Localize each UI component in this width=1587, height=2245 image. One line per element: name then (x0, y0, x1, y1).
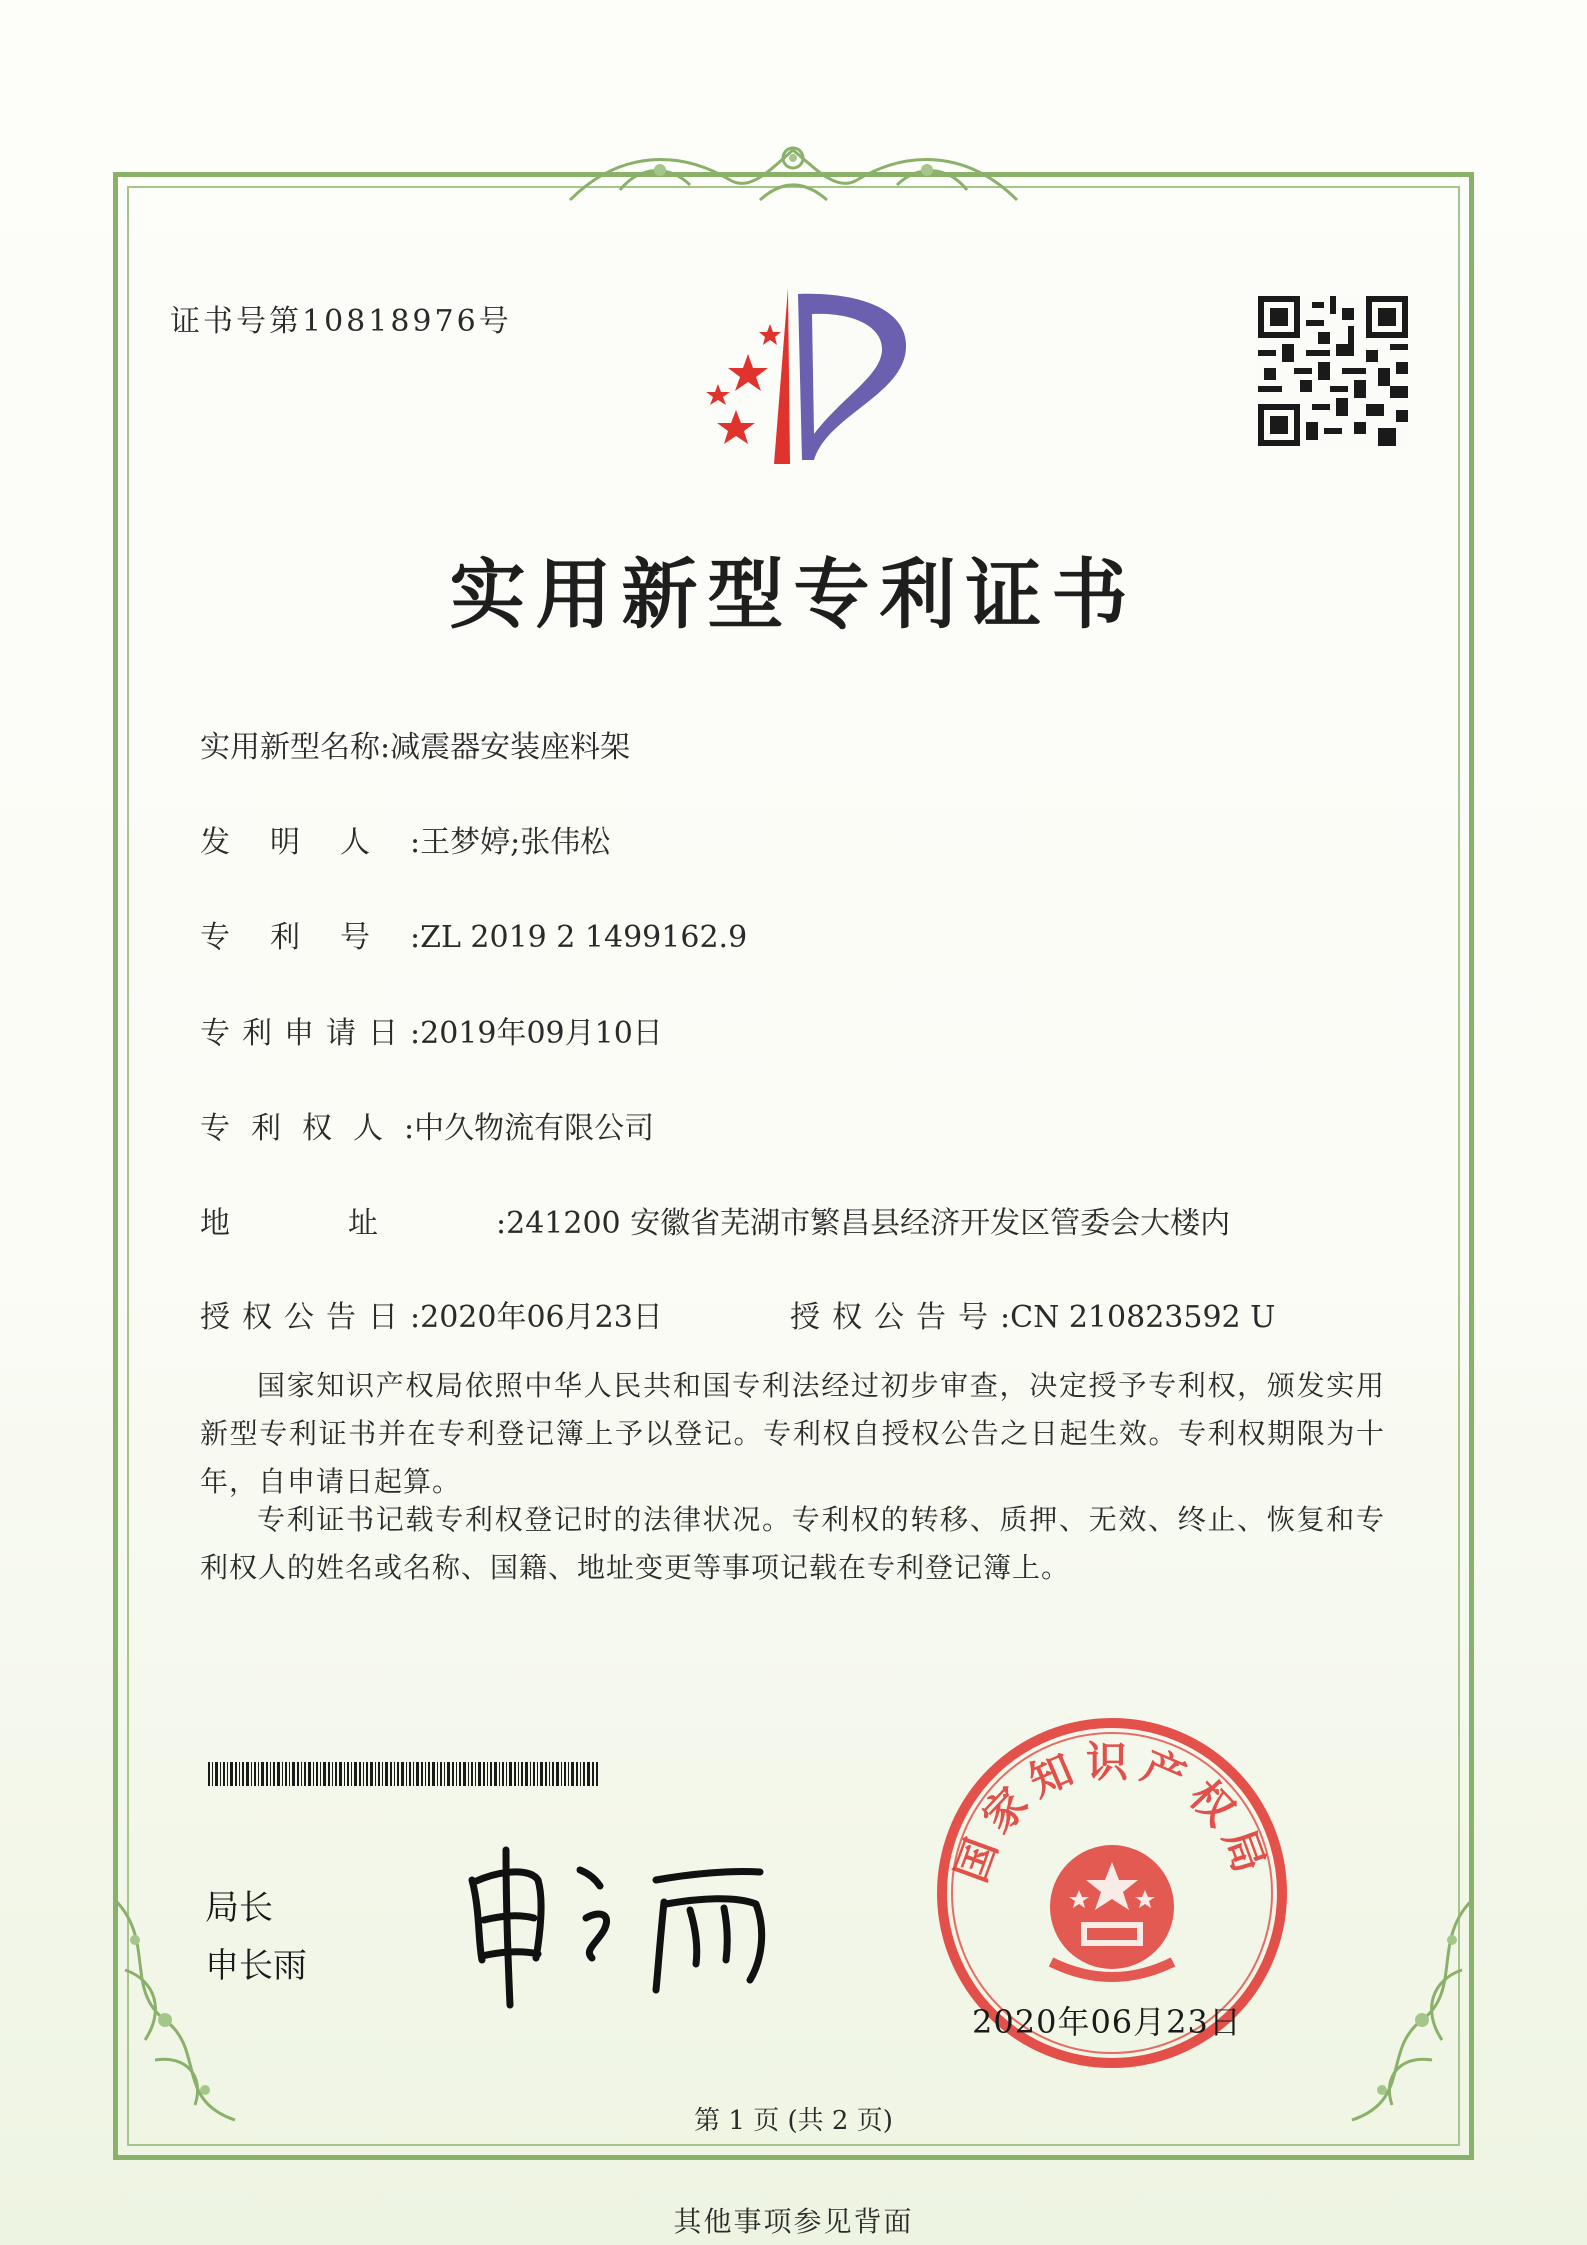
field-filing-date (200, 1008, 663, 1052)
field-label: 专利权人: (200, 1111, 436, 1146)
field-value: 2020年06月23日 (420, 1300, 663, 1335)
field-label: 授权公告号: (790, 1300, 1023, 1335)
field-label: 地址: (200, 1206, 625, 1241)
cnipa-emblem-icon (678, 284, 914, 470)
certificate-title: 实用新型专利证书 (449, 550, 1138, 639)
field-inventor (200, 817, 610, 861)
field-address (200, 1198, 1230, 1242)
paragraph-grant-statement: 国家知识产权局依照中华人民共和国专利法经过初步审查，决定授予专利权，颁发实用新型专利证书并在专利登记簿上予以登记。专利权自授权公告之日起生效。专利权期限为十年，自申请日起算。 (200, 1369, 1385, 1498)
qr-code-icon (1258, 296, 1408, 446)
top-ornament-icon (560, 130, 1027, 210)
signatory-name: 申长雨 (205, 1946, 307, 1986)
field-grant-date (200, 1292, 663, 1336)
certificate-number: 证书号第10818976号 (170, 304, 512, 339)
field-value: 241200 安徽省芜湖市繁昌县经济开发区管委会大楼内 (506, 1206, 1231, 1241)
field-value: ZL 2019 2 1499162.9 (420, 920, 748, 955)
barcode-icon (208, 1762, 598, 1786)
field-label: 专利号: (200, 920, 461, 955)
field-value: CN 210823592 U (1010, 1300, 1276, 1335)
signatory-title: 局长 (205, 1888, 273, 1928)
page-number: 第 1 页 (共 2 页) (694, 2106, 893, 2136)
field-label: 发明人: (200, 825, 461, 860)
field-value: 2019年09月10日 (420, 1016, 663, 1051)
field-value: 王梦婷;张伟松 (420, 825, 611, 860)
field-label: 授权公告日: (200, 1300, 433, 1335)
field-utility-model-name (200, 722, 630, 766)
handwritten-signature-icon (460, 1840, 790, 2010)
field-value: 中久物流有限公司 (414, 1111, 655, 1146)
field-grant-number (790, 1292, 1275, 1336)
paragraph-legal-status: 专利证书记载专利权登记时的法律状况。专利权的转移、质押、无效、终止、恢复和专利权人的姓名或名称、国籍、地址变更等事项记载在专利登记簿上。 (200, 1503, 1385, 1584)
field-value: 减震器安装座料架 (390, 730, 631, 765)
back-side-note: 其他事项参见背面 (673, 2205, 914, 2238)
field-patentee (200, 1103, 654, 1147)
seal-date: 2020年06月23日 (972, 2003, 1242, 2041)
field-label: 专利申请日: (200, 1016, 433, 1051)
field-patent-number (200, 912, 747, 956)
seal-text: 国家知识产权局 (946, 1737, 1278, 1889)
field-label: 实用新型名称: (200, 730, 391, 765)
